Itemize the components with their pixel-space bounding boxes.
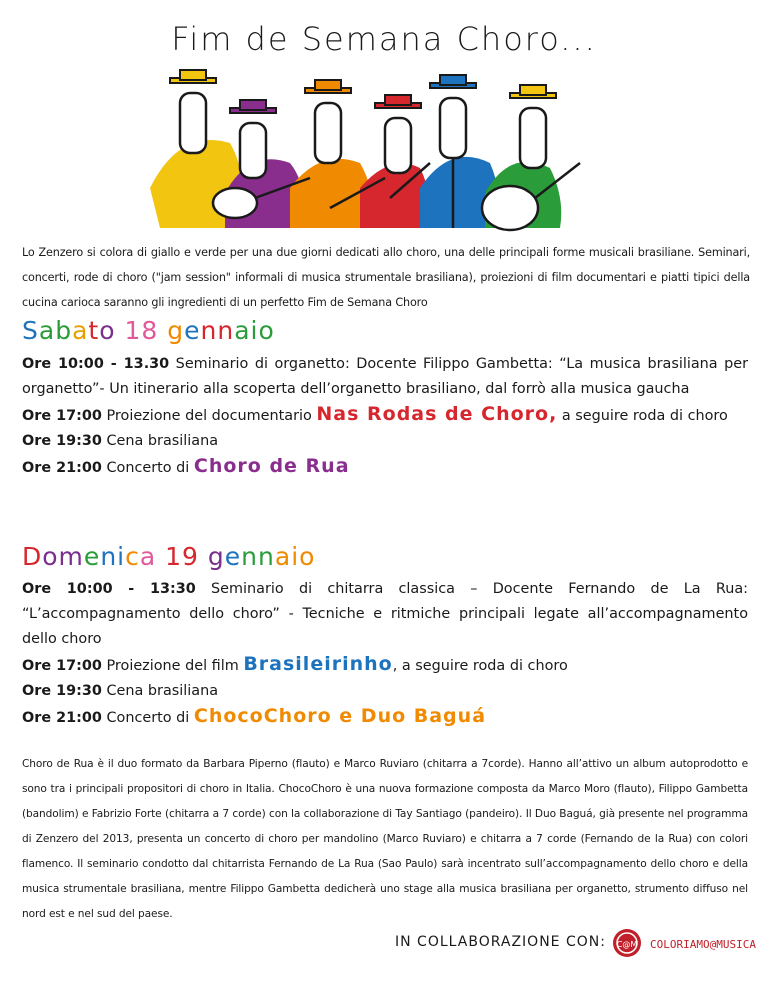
highlight-title: Choro de Rua (193, 455, 350, 477)
heading-letters: D (22, 542, 43, 571)
time-label: Ore 10:00 - 13.30 (22, 356, 170, 372)
event-description: Concerto di (101, 460, 194, 476)
saturday-item-2 (22, 402, 748, 429)
time-label: Ore 19:30 (22, 433, 102, 449)
heading-letters: nn (200, 316, 235, 345)
event-description: Seminario di chitarra classica – Docente Fernando de La Rua: “L’accompagnamento dello choro” - Tecniche e ritmiche principali legate all’accompagnamento dello choro (22, 581, 748, 647)
event-description: Cena brasiliana (101, 433, 219, 449)
heading-letters: o (99, 316, 125, 345)
heading-letters: 18 (124, 316, 168, 345)
saturday-item-1 (22, 352, 748, 402)
saturday-item-3 (22, 429, 748, 454)
footer-paragraph: Choro de Rua è il duo formato da Barbara Piperno (flauto) e Marco Ruviaro (chitarra a 7corde). Hanno all’attivo un album autoprodotto e sono tra i principali propositori di choro in Italia. ChocoChoro è una nuova formazione composta da Marco Moro (flauto), Filippo Gambetta (bandolim) e Fabrizio Forte (chitarra a 7 corde) con la collaborazione di Tay Santiago (pandeiro). Il Duo Baguá, già presente nel programma di Zenzero del 2013, presenta un concerto di choro per mandolino (Marco Ruviaro) e chitarra a 7 corde (Fernando de la Rua) con colori flamenco. Il seminario condotto dal chitarrista Fernando de La Rua (Sao Paulo) sarà incentrato sull’accompagnamento dello choro e della musica strumentale brasiliana, mentre Filippo Gambetta dedicherà uno stage alla musica brasiliana per organetto, strumento diffuso nel nord est e nel sud del paese. (22, 758, 748, 920)
event-description: Seminario di organetto: Docente Filippo Gambetta: “La musica brasiliana per organetto”- Un itinerario alla scoperta dell’organetto brasiliano, dal forrò alla musica gaucha (22, 356, 748, 397)
time-label: Ore 10:00 - 13:30 (22, 581, 196, 597)
heading-letters: g (167, 316, 185, 345)
heading-letters: om (42, 542, 84, 571)
heading-letters: e (224, 542, 242, 571)
logo-mark: C@M (616, 940, 638, 949)
heading-letters: e (184, 316, 201, 345)
heading-letters: aio (234, 316, 275, 345)
heading-letters: c (125, 542, 140, 571)
heading-letters: S (22, 316, 39, 345)
collaboration-label: IN COLLABORAZIONE CON: (395, 934, 606, 950)
highlight-title: ChocoChoro e Duo Baguá (193, 705, 487, 727)
highlight-title: Nas Rodas de Choro, (316, 403, 558, 425)
heading-letters: a (72, 316, 89, 345)
heading-letters: a (139, 542, 166, 571)
heading-letters: e (83, 542, 101, 571)
event-description: Proiezione del film (101, 658, 244, 674)
musicians-illustration (140, 68, 590, 243)
time-label: Ore 19:30 (22, 683, 102, 699)
time-label: Ore 17:00 (22, 408, 102, 424)
saturday-heading (22, 316, 275, 345)
sunday-item-4 (22, 704, 748, 731)
heading-letters: t (88, 316, 100, 345)
heading-letters: ni (100, 542, 126, 571)
event-description: a seguire roda di choro (557, 408, 728, 424)
time-label: Ore 21:00 (22, 460, 102, 476)
heading-letters: aio (274, 542, 316, 571)
coloriamo-logo-icon (612, 928, 642, 958)
intro-paragraph: Lo Zenzero si colora di giallo e verde per una due giorni dedicati allo choro, una delle principali forme musicali brasiliane. Seminari, concerti, rode di choro ("jam session" informali di musica strumentale brasiliana), proiezioni di film documentari e piatti tipici della cucina carioca saranno gli ingredienti di un perfetto Fim de Semana Choro (22, 246, 750, 309)
event-description: Cena brasiliana (101, 683, 219, 699)
sunday-item-3 (22, 679, 748, 704)
logo-text: COLORIAMO@MUSICA (650, 938, 756, 951)
time-label: Ore 21:00 (22, 710, 102, 726)
sunday-item-1 (22, 577, 748, 652)
page-title: Fim de Semana Choro... (171, 20, 597, 58)
event-description: , a seguire roda di choro (392, 658, 568, 674)
sunday-item-2 (22, 652, 748, 679)
heading-letters: ab (38, 316, 73, 345)
heading-letters: g (207, 542, 225, 571)
sunday-schedule (22, 577, 748, 731)
event-description: Concerto di (101, 710, 194, 726)
highlight-title: Brasileirinho (243, 653, 393, 675)
event-description: Proiezione del documentario (101, 408, 317, 424)
saturday-item-4 (22, 454, 748, 481)
heading-letters: nn (241, 542, 275, 571)
sunday-heading (22, 542, 315, 571)
saturday-schedule (22, 352, 748, 481)
time-label: Ore 17:00 (22, 658, 102, 674)
heading-letters: 19 (165, 542, 208, 571)
